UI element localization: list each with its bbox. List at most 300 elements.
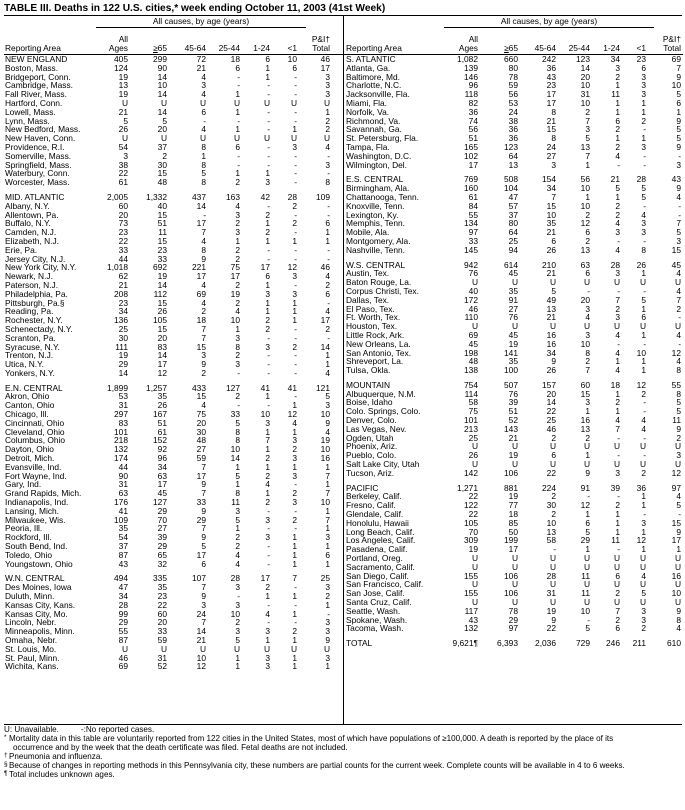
reporting-area-cell: Providence, R.I. bbox=[5, 141, 65, 152]
all-ages-cell: 3 bbox=[123, 150, 128, 161]
age-25-44-cell: 2 bbox=[235, 297, 240, 308]
all-ages-cell: 54 bbox=[118, 532, 128, 543]
age-1-24-cell: 1 bbox=[265, 635, 270, 645]
footnotes bbox=[4, 726, 682, 779]
reporting-area-cell: Toledo, Ohio bbox=[5, 549, 53, 560]
pi-total-cell: - bbox=[678, 209, 681, 220]
age-25-44-cell: 8 bbox=[235, 341, 240, 352]
all-ages-cell: 28 bbox=[118, 599, 128, 610]
pi-total-cell: 9 bbox=[676, 71, 681, 82]
age-45-64-cell: 17 bbox=[546, 89, 556, 100]
age-45-64-cell: 59 bbox=[196, 453, 206, 464]
all-ages-cell: 105 bbox=[464, 517, 478, 528]
age-65-plus-cell: 36 bbox=[508, 133, 518, 144]
age-under-1-cell: 3 bbox=[292, 453, 297, 464]
age-1-24-cell: 4 bbox=[265, 479, 270, 490]
age-25-44-cell: 15 bbox=[580, 388, 590, 399]
all-ages-cell: 69 bbox=[118, 661, 128, 672]
age-45-64-cell: 437 bbox=[192, 191, 206, 202]
age-45-64-cell: 7 bbox=[201, 323, 206, 334]
age-65-plus-cell: U bbox=[511, 321, 518, 332]
pi-total-cell: - bbox=[678, 509, 681, 520]
reporting-area-cell: Duluth, Minn. bbox=[5, 591, 55, 602]
all-ages-cell: 102 bbox=[464, 150, 478, 161]
age-65-plus-cell: 56 bbox=[508, 89, 518, 100]
age-1-24-cell: 1 bbox=[615, 526, 620, 537]
pi-total-cell: 2 bbox=[676, 432, 681, 443]
age-25-44-cell: 2 bbox=[235, 244, 240, 255]
reporting-area-cell: San Diego, Calif. bbox=[346, 570, 409, 581]
age-45-64-cell: 69 bbox=[196, 288, 206, 299]
age-under-1-cell: - bbox=[294, 150, 297, 161]
age-45-64-cell: 13 bbox=[546, 526, 556, 537]
age-25-44-cell: - bbox=[237, 71, 240, 82]
reporting-area-cell: Austin, Tex. bbox=[346, 268, 390, 279]
age-25-44-cell: 2 bbox=[235, 350, 240, 361]
age-65-plus-cell: 5 bbox=[162, 115, 167, 126]
pi-total-cell: 10 bbox=[671, 80, 681, 91]
age-45-64-cell: 2,036 bbox=[535, 638, 556, 649]
reporting-area-cell: NEW ENGLAND bbox=[5, 54, 68, 64]
pi-total-cell: 46 bbox=[320, 262, 330, 273]
table-row bbox=[344, 366, 683, 375]
reporting-area-cell: E.N. CENTRAL bbox=[5, 382, 63, 393]
age-45-64-cell: 242 bbox=[542, 54, 556, 64]
age-1-24-cell: 17 bbox=[260, 262, 270, 273]
age-under-1-cell: 1 bbox=[292, 297, 297, 308]
reporting-area-cell: Bridgeport, Conn. bbox=[5, 71, 71, 82]
pi-total-cell: - bbox=[327, 244, 330, 255]
age-65-plus-cell: 33 bbox=[157, 626, 167, 637]
reporting-area-cell: Boston, Mass. bbox=[5, 62, 59, 73]
all-ages-cell: 35 bbox=[118, 523, 128, 534]
age-65-plus-cell: 14 bbox=[157, 350, 167, 361]
age-65-plus-cell: 105 bbox=[153, 315, 167, 326]
age-25-44-cell: 8 bbox=[235, 435, 240, 446]
age-under-1-cell: 1 bbox=[292, 315, 297, 326]
age-65-plus-cell: 100 bbox=[504, 365, 518, 376]
age-1-24-cell: - bbox=[267, 124, 270, 135]
age-1-24-cell: 2 bbox=[615, 588, 620, 599]
age-under-1-cell: 1 bbox=[641, 526, 646, 537]
age-under-1-cell: 1 bbox=[641, 303, 646, 314]
age-under-1-cell: 3 bbox=[641, 218, 646, 229]
reporting-area-cell: Buffalo, N.Y. bbox=[5, 218, 51, 229]
pi-total-cell: 3 bbox=[325, 532, 330, 543]
age-1-24-cell: U bbox=[263, 97, 270, 108]
age-1-24-cell: 4 bbox=[615, 415, 620, 426]
all-ages-cell: 23 bbox=[118, 227, 128, 238]
all-ages-cell: 22 bbox=[118, 168, 128, 179]
age-under-1-cell: 6 bbox=[292, 62, 297, 73]
all-ages-cell: 136 bbox=[114, 315, 128, 326]
age-25-44-cell: 11 bbox=[581, 588, 590, 599]
all-ages-cell: 19 bbox=[468, 544, 478, 555]
age-65-plus-cell: 23 bbox=[157, 591, 167, 602]
all-ages-cell: 117 bbox=[464, 605, 478, 616]
reporting-area-cell: Albuquerque, N.M. bbox=[346, 388, 416, 399]
reporting-area-cell: Tacoma, Wash. bbox=[346, 623, 404, 634]
all-ages-cell: 62 bbox=[118, 271, 128, 282]
age-1-24-cell: 1 bbox=[265, 62, 270, 73]
age-45-64-cell: 27 bbox=[546, 150, 556, 161]
age-under-1-cell: 1 bbox=[292, 124, 297, 135]
reporting-area-cell: Montgomery, Ala. bbox=[346, 235, 411, 246]
age-65-plus-cell: 57 bbox=[508, 200, 518, 211]
age-45-64-cell: 36 bbox=[546, 62, 556, 73]
pi-total-cell: 10 bbox=[320, 444, 330, 455]
pi-total-cell: 7 bbox=[676, 218, 681, 229]
age-1-24-cell: 2 bbox=[265, 209, 270, 220]
reporting-area-cell: South Bend, Ind. bbox=[5, 541, 68, 552]
age-65-plus-cell: 20 bbox=[157, 617, 167, 628]
age-25-44-cell: 1 bbox=[235, 124, 240, 135]
age-1-24-cell: 1 bbox=[265, 391, 270, 402]
reporting-area-cell: E.S. CENTRAL bbox=[346, 174, 404, 185]
age-under-1-cell: 3 bbox=[292, 470, 297, 481]
age-1-24-cell: 2 bbox=[615, 124, 620, 135]
age-1-24-cell: 10 bbox=[260, 409, 270, 420]
all-ages-cell: 114 bbox=[464, 388, 478, 399]
age-45-64-cell: U bbox=[199, 643, 206, 654]
age-45-64-cell: 27 bbox=[196, 444, 206, 455]
age-25-44-cell: 6 bbox=[585, 517, 590, 528]
age-65-plus-cell: 21 bbox=[508, 432, 518, 443]
age-1-24-cell: 3 bbox=[615, 227, 620, 238]
age-under-1-cell: - bbox=[643, 432, 646, 443]
table-row bbox=[4, 351, 343, 360]
pi-total-cell: U bbox=[323, 97, 330, 108]
age-65-plus-cell: 92 bbox=[157, 444, 167, 455]
reporting-area-cell: Columbus, Ohio bbox=[5, 435, 66, 446]
age-25-44-cell: 7 bbox=[585, 365, 590, 376]
pi-total-cell: 4 bbox=[676, 491, 681, 502]
pi-total-cell: - bbox=[678, 338, 681, 349]
age-45-64-cell: 15 bbox=[546, 200, 556, 211]
age-65-plus-cell: 141 bbox=[504, 347, 518, 358]
table-body-right bbox=[344, 55, 683, 648]
all-ages-cell: 145 bbox=[464, 244, 478, 255]
age-65-plus-cell: 29 bbox=[157, 541, 167, 552]
pi-total-cell: 25 bbox=[320, 573, 330, 584]
age-under-1-cell: 2 bbox=[641, 115, 646, 126]
age-1-24-cell: 28 bbox=[610, 259, 620, 270]
all-ages-cell: 198 bbox=[464, 347, 478, 358]
pi-total-cell: 3 bbox=[676, 235, 681, 246]
age-45-64-cell: 5 bbox=[551, 285, 556, 296]
age-25-44-cell: 4 bbox=[235, 549, 240, 560]
pi-total-cell: 10 bbox=[320, 497, 330, 508]
pi-total-cell: 1 bbox=[325, 359, 330, 370]
age-1-24-cell: - bbox=[267, 244, 270, 255]
reporting-area-cell: Boise, Idaho bbox=[346, 397, 393, 408]
age-65-plus-cell: 14 bbox=[157, 279, 167, 290]
age-45-64-cell: 13 bbox=[546, 303, 556, 314]
age-65-plus-cell: 35 bbox=[157, 391, 167, 402]
age-65-plus-cell: 80 bbox=[508, 62, 518, 73]
age-65-plus-cell: 47 bbox=[508, 191, 518, 202]
age-1-24-cell: 2 bbox=[265, 453, 270, 464]
age-under-1-cell: 3 bbox=[292, 141, 297, 152]
age-65-plus-cell: 152 bbox=[153, 435, 167, 446]
age-25-44-cell: 5 bbox=[585, 623, 590, 634]
all-ages-cell: 36 bbox=[468, 106, 478, 117]
pi-total-cell: 4 bbox=[676, 268, 681, 279]
reporting-area-cell: Miami, Fla. bbox=[346, 97, 387, 108]
age-25-44-cell: 75 bbox=[230, 262, 240, 273]
reporting-area-cell: Pasadena, Calif. bbox=[346, 544, 408, 555]
all-ages-cell: 21 bbox=[118, 106, 128, 117]
age-under-1-cell: - bbox=[294, 89, 297, 100]
age-25-44-cell: 8 bbox=[235, 426, 240, 437]
age-1-24-cell: - bbox=[267, 541, 270, 552]
age-45-64-cell: 3 bbox=[201, 350, 206, 361]
table-row bbox=[344, 639, 683, 648]
age-1-24-cell: 3 bbox=[265, 288, 270, 299]
pi-total-cell: 45 bbox=[671, 259, 681, 270]
table-row bbox=[4, 343, 343, 352]
all-ages-cell: 208 bbox=[114, 288, 128, 299]
reporting-area-cell: Camden, N.J. bbox=[5, 227, 57, 238]
age-25-44-cell: 2 bbox=[235, 617, 240, 628]
age-65-plus-cell: 80 bbox=[508, 218, 518, 229]
age-25-44-cell: U bbox=[583, 561, 590, 572]
page bbox=[4, 2, 682, 779]
table-row bbox=[344, 624, 683, 633]
age-45-64-cell: 9 bbox=[551, 356, 556, 367]
age-65-plus-cell: 31 bbox=[157, 652, 167, 663]
age-25-44-cell: 2 bbox=[235, 253, 240, 264]
age-1-24-cell: - bbox=[617, 491, 620, 502]
pi-total-cell: 1 bbox=[325, 479, 330, 490]
age-under-1-cell: 1 bbox=[641, 500, 646, 511]
age-45-64-cell: 21 bbox=[546, 115, 556, 126]
all-ages-cell: 17 bbox=[468, 159, 478, 170]
age-45-64-cell: 10 bbox=[546, 209, 556, 220]
pi-total-cell: - bbox=[327, 200, 330, 211]
age-1-24-cell: - bbox=[267, 549, 270, 560]
age-1-24-cell: 2 bbox=[265, 497, 270, 508]
all-ages-cell: 139 bbox=[464, 62, 478, 73]
pi-total-cell: 8 bbox=[676, 388, 681, 399]
age-1-24-cell: - bbox=[617, 285, 620, 296]
pi-total-cell: - bbox=[327, 168, 330, 179]
age-1-24-cell: - bbox=[267, 253, 270, 264]
reporting-area-cell: Lansing, Mich. bbox=[5, 505, 59, 516]
age-45-64-cell: 433 bbox=[192, 382, 206, 393]
reporting-area-cell: Ft. Worth, Tex. bbox=[346, 312, 401, 323]
age-under-1-cell: - bbox=[643, 150, 646, 161]
age-1-24-cell: - bbox=[617, 450, 620, 461]
age-45-64-cell: 14 bbox=[196, 626, 206, 637]
age-1-24-cell: 1 bbox=[615, 191, 620, 202]
age-45-64-cell: 14 bbox=[546, 397, 556, 408]
age-1-24-cell: 1 bbox=[265, 461, 270, 472]
age-45-64-cell: 107 bbox=[192, 573, 206, 584]
age-1-24-cell: 39 bbox=[610, 482, 620, 493]
pi-total-cell: 5 bbox=[676, 500, 681, 511]
age-65-plus-cell: 64 bbox=[508, 150, 518, 161]
pi-total-cell: 1 bbox=[325, 523, 330, 534]
age-1-24-cell: - bbox=[267, 332, 270, 343]
age-25-44-cell: 3 bbox=[235, 599, 240, 610]
pi-total-cell: 1 bbox=[325, 599, 330, 610]
age-45-64-cell: 2 bbox=[201, 367, 206, 378]
age-45-64-cell: 28 bbox=[546, 570, 556, 581]
all-ages-header: All Ages bbox=[108, 34, 128, 53]
all-ages-cell: 494 bbox=[114, 573, 128, 584]
age-65-plus-cell: 11 bbox=[158, 227, 167, 238]
all-ages-cell: U bbox=[471, 579, 478, 590]
age-45-64-cell: 9 bbox=[551, 614, 556, 625]
age-under-1-cell: - bbox=[643, 509, 646, 520]
age-65-plus-cell: U bbox=[511, 561, 518, 572]
age-25-44-cell: 11 bbox=[581, 570, 590, 581]
all-ages-cell: 61 bbox=[468, 191, 478, 202]
reporting-area-cell: Richmond, Va. bbox=[346, 115, 401, 126]
age-1-24-cell: 1 bbox=[265, 71, 270, 82]
all-ages-cell: 213 bbox=[464, 423, 478, 434]
table-right-half bbox=[344, 16, 683, 724]
age-65-plus-cell: 106 bbox=[504, 570, 518, 581]
age-65-plus-cell: 508 bbox=[504, 174, 518, 185]
age-under-1-cell: - bbox=[294, 391, 297, 402]
all-ages-cell: 132 bbox=[464, 623, 478, 634]
age-1-24-cell: 2 bbox=[615, 303, 620, 314]
all-ages-cell: 51 bbox=[468, 133, 478, 144]
age-under-1-cell: - bbox=[643, 235, 646, 246]
pi-total-cell: 7 bbox=[325, 470, 330, 481]
all-ages-cell: 30 bbox=[118, 332, 128, 343]
pi-total-cell: 9 bbox=[676, 141, 681, 152]
age-65-plus-cell: 51 bbox=[508, 406, 518, 417]
table-row bbox=[4, 108, 343, 117]
age-25-44-cell: 5 bbox=[235, 417, 240, 428]
age-45-64-cell: U bbox=[549, 321, 556, 332]
pi-total-cell: 3 bbox=[325, 400, 330, 411]
age-under-1-cell: 3 bbox=[641, 141, 646, 152]
column-header bbox=[4, 16, 343, 55]
age-25-44-cell: 2 bbox=[585, 432, 590, 443]
age-45-64-cell: 23 bbox=[546, 80, 556, 91]
age-45-64-cell: U bbox=[549, 579, 556, 590]
footnote-pennsylvania: § Because of changes in reporting methods in this Pennsylvania city, these numbers are partial counts for the current week. Complete counts will be available in 4 to 6 weeks. bbox=[4, 760, 625, 770]
age-65-plus-cell: 19 bbox=[157, 271, 167, 282]
age-1-24-cell: 5 bbox=[615, 183, 620, 194]
age-65-plus-cell: 30 bbox=[157, 159, 167, 170]
age-65-plus-cell: 32 bbox=[157, 558, 167, 569]
age-45-64-cell: 21 bbox=[196, 635, 206, 645]
age-25-44-cell: 5 bbox=[235, 514, 240, 525]
age-65-plus-cell: 60 bbox=[157, 608, 167, 619]
pi-total-cell: 46 bbox=[320, 54, 330, 64]
pi-total-cell: 4 bbox=[676, 356, 681, 367]
age-under-1-cell: U bbox=[639, 277, 646, 288]
age-under-1-cell: 7 bbox=[292, 573, 297, 584]
pi-total-cell: 3 bbox=[325, 71, 330, 82]
reporting-area-cell: Wilmington, Del. bbox=[346, 159, 407, 170]
table-row bbox=[344, 161, 683, 170]
age-65-plus-cell: 13 bbox=[508, 159, 518, 170]
age-under-1-cell: 26 bbox=[636, 259, 646, 270]
age-1-24-cell: 3 bbox=[615, 467, 620, 478]
all-ages-cell: 56 bbox=[468, 124, 478, 135]
age-45-64-cell: - bbox=[553, 544, 556, 555]
age-1-24-cell: 4 bbox=[615, 347, 620, 358]
pi-total-cell: 7 bbox=[676, 62, 681, 73]
age-under-1-cell: U bbox=[639, 459, 646, 470]
age-1-24-cell: U bbox=[263, 133, 270, 144]
age-65-plus-cell: 59 bbox=[508, 80, 518, 91]
all-ages-cell: 82 bbox=[468, 97, 478, 108]
age-under-1-cell: 1 bbox=[292, 549, 297, 560]
pi-total-cell: U bbox=[323, 133, 330, 144]
pi-total-cell: 6 bbox=[325, 218, 330, 229]
age-25-44-cell: 1 bbox=[235, 235, 240, 246]
table-body-left bbox=[4, 55, 343, 671]
age-1-24-cell: 1 bbox=[615, 509, 620, 520]
age-under-1-cell: - bbox=[643, 338, 646, 349]
age-65-plus-cell: 26 bbox=[157, 306, 167, 317]
pi-total-cell: 1 bbox=[676, 544, 681, 555]
age-under-1-cell: 1 bbox=[292, 235, 297, 246]
age-65-plus-cell: U bbox=[511, 553, 518, 564]
reporting-area-cell: Philadelphia, Pa. bbox=[5, 288, 68, 299]
age-65-plus-cell: 29 bbox=[508, 614, 518, 625]
age-under-1-cell: - bbox=[294, 523, 297, 534]
pi-total-cell: 4 bbox=[325, 271, 330, 282]
age-65-plus-cell: 90 bbox=[157, 62, 167, 73]
pi-total-cell: 2 bbox=[325, 323, 330, 334]
reporting-area-cell: Yonkers, N.Y. bbox=[5, 367, 55, 378]
pi-total-cell: 5 bbox=[676, 89, 681, 100]
age-25-44-cell: - bbox=[587, 614, 590, 625]
reporting-area-cell: Houston, Tex. bbox=[346, 321, 398, 332]
age-65-plus-cell: 33 bbox=[157, 253, 167, 264]
age-1-24-cell: - bbox=[617, 338, 620, 349]
all-ages-cell: 31 bbox=[118, 479, 128, 490]
age-45-64-cell: - bbox=[203, 209, 206, 220]
reporting-area-cell: Newark, N.J. bbox=[5, 271, 53, 282]
age-25-44-cell: 28 bbox=[230, 573, 240, 584]
age-1-24-cell: - bbox=[617, 432, 620, 443]
age-25-44-cell: 5 bbox=[585, 526, 590, 537]
all-ages-cell: 33 bbox=[468, 235, 478, 246]
reporting-area-cell: El Paso, Tex. bbox=[346, 303, 395, 314]
pi-total-cell: 9 bbox=[325, 417, 330, 428]
age-25-44-cell: 127 bbox=[226, 382, 240, 393]
age-65-plus-cell: 143 bbox=[504, 423, 518, 434]
reporting-area-cell: Reading, Pa. bbox=[5, 306, 54, 317]
age-45-64-cell: 21 bbox=[546, 312, 556, 323]
age-65-plus-cell: 18 bbox=[508, 509, 518, 520]
footnote-total: ¶ Total includes unknown ages. bbox=[4, 769, 115, 779]
age-under-1-cell: - bbox=[294, 479, 297, 490]
age-25-44-cell: 1 bbox=[235, 479, 240, 490]
reporting-area-cell: Tucson, Ariz. bbox=[346, 467, 395, 478]
age-65-plus-cell: U bbox=[160, 133, 167, 144]
pi-total-cell: 5 bbox=[325, 391, 330, 402]
age-65-plus-cell: 881 bbox=[504, 482, 518, 493]
age-45-64-cell: 7 bbox=[201, 523, 206, 534]
age-45-64-cell: 5 bbox=[201, 168, 206, 179]
age-45-64-header: 45-64 bbox=[534, 43, 556, 53]
age-1-24-cell: 2 bbox=[265, 227, 270, 238]
age-25-44-cell: 17 bbox=[230, 271, 240, 282]
age-65-plus-cell: 27 bbox=[508, 303, 518, 314]
age-1-24-cell: - bbox=[267, 141, 270, 152]
pi-total-cell: 8 bbox=[676, 614, 681, 625]
